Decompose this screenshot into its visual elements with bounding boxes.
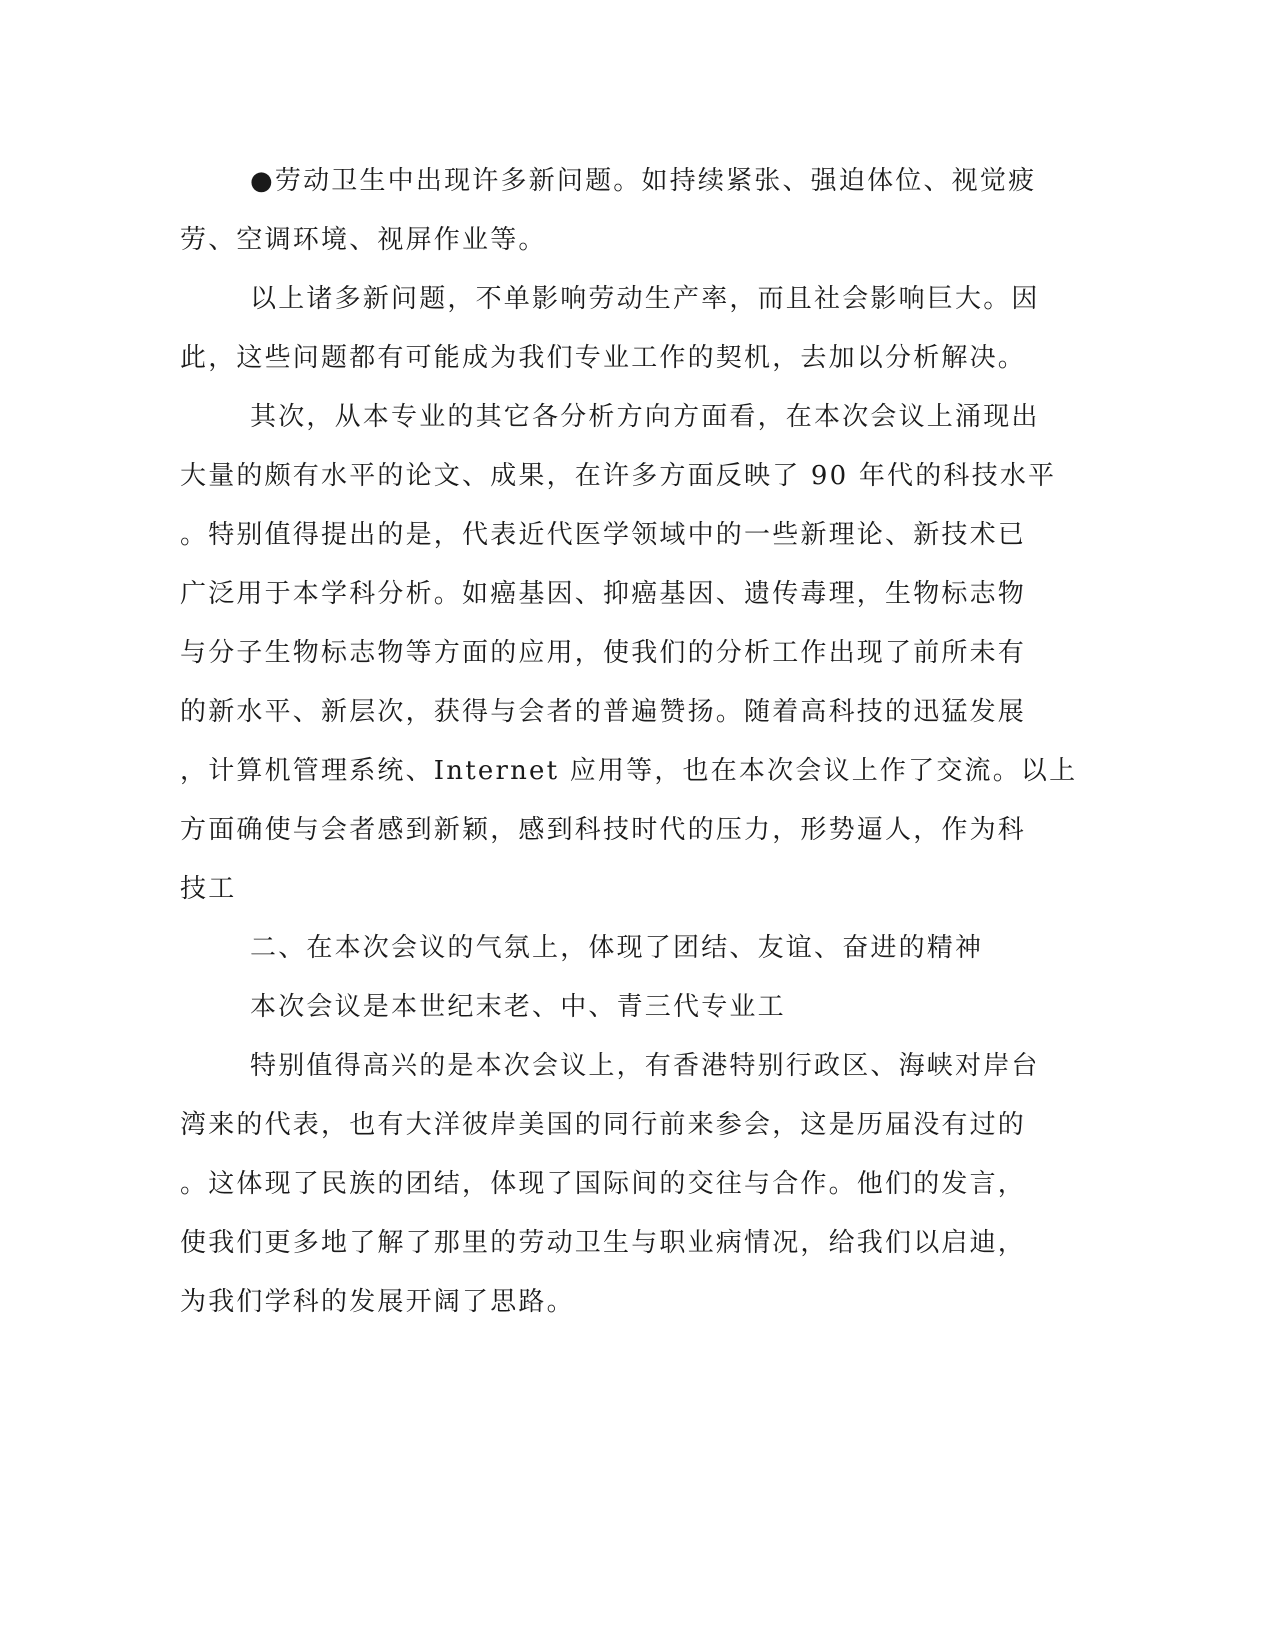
text-line: 与分子生物标志物等方面的应用，使我们的分析工作出现了前所未有 bbox=[180, 638, 1027, 668]
text-line: 技工 bbox=[180, 874, 237, 904]
text-line: 其次，从本专业的其它各分析方向方面看，在本次会议上涌现出 bbox=[250, 402, 1040, 432]
text-line: 以上诸多新问题，不单影响劳动生产率，而且社会影响巨大。因 bbox=[250, 284, 1040, 314]
text-line: 方面确使与会者感到新颖，感到科技时代的压力，形势逼人，作为科 bbox=[180, 815, 1027, 845]
text-line: ，计算机管理系统、Internet 应用等，也在本次会议上作了交流。以上 bbox=[180, 756, 1078, 786]
text-line: 特别值得高兴的是本次会议上，有香港特别行政区、海峡对岸台 bbox=[250, 1051, 1040, 1081]
text-line: ●劳动卫生中出现许多新问题。如持续紧张、强迫体位、视觉疲 bbox=[250, 166, 1037, 196]
text-line: 。特别值得提出的是，代表近代医学领域中的一些新理论、新技术已 bbox=[180, 520, 1027, 550]
text-line: 为我们学科的发展开阔了思路。 bbox=[180, 1287, 575, 1317]
text-line: 本次会议是本世纪末老、中、青三代专业工 bbox=[250, 992, 786, 1022]
text-line: 的新水平、新层次，获得与会者的普遍赞扬。随着高科技的迅猛发展 bbox=[180, 697, 1027, 727]
section-heading: 二、在本次会议的气氛上，体现了团结、友谊、奋进的精神 bbox=[250, 933, 984, 963]
text-line: 此，这些问题都有可能成为我们专业工作的契机，去加以分析解决。 bbox=[180, 343, 1027, 373]
text-line: 湾来的代表，也有大洋彼岸美国的同行前来参会，这是历届没有过的 bbox=[180, 1110, 1027, 1140]
text-line: 使我们更多地了解了那里的劳动卫生与职业病情况，给我们以启迪， bbox=[180, 1228, 1027, 1258]
text-line: 。这体现了民族的团结，体现了国际间的交往与合作。他们的发言， bbox=[180, 1169, 1027, 1199]
text-line: 广泛用于本学科分析。如癌基因、抑癌基因、遗传毒理，生物标志物 bbox=[180, 579, 1027, 609]
text-line: 劳、空调环境、视屏作业等。 bbox=[180, 225, 547, 255]
text-line: 大量的颇有水平的论文、成果，在许多方面反映了 90 年代的科技水平 bbox=[180, 461, 1057, 491]
